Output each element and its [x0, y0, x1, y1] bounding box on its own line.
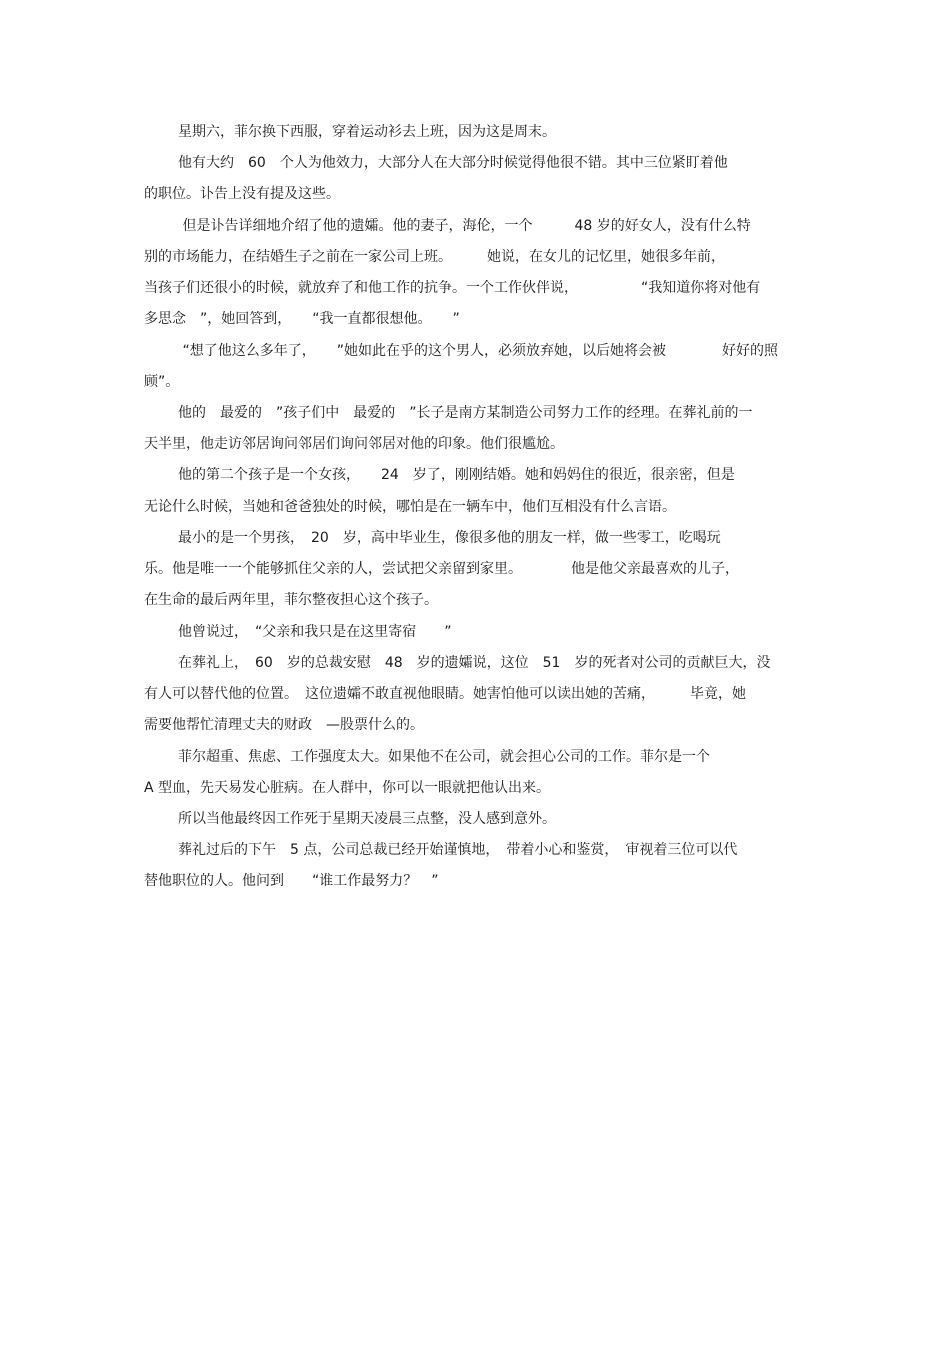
text-line: 多思念 ”，她回答到， “我一直都很想他。 ” [144, 311, 460, 327]
text-line: 葬礼过后的下午 5 点，公司总裁已经开始谨慎地， 带着小心和鉴赏， 审视着三位可以代 [178, 842, 738, 858]
text-line: 他的 最爱的 ”孩子们中 最爱的 ”长子是南方某制造公司努力工作的经理。在葬礼前的一 [178, 405, 753, 421]
text-line: 最小的是一个男孩， 20 岁，高中毕业生，像很多他的朋友一样，做一些零工，吃喝玩 [178, 530, 721, 546]
text-line: 顾”。 [144, 374, 180, 390]
text-line: 他曾说过， “父亲和我只是在这里寄宿 ” [178, 624, 452, 640]
text-line: 星期六，菲尔换下西服，穿着运动衫去上班，因为这是周末。 [178, 124, 556, 140]
text-line: 天半里，他走访邻居询问邻居们询问邻居对他的印象。他们很尴尬。 [144, 436, 564, 452]
text-line: A 型血，先天易发心脏病。在人群中，你可以一眼就把他认出来。 [144, 780, 551, 796]
text-line: 他有大约 60 个人为他效力，大部分人在大部分时候觉得他很不错。其中三位紧盯着他 [178, 155, 728, 171]
text-line: 有人可以替代他的位置。 这位遗孀不敢直视他眼睛。她害怕他可以读出她的苦痛， 毕竟，她 [144, 686, 746, 702]
text-line: 在葬礼上， 60 岁的总裁安慰 48 岁的遗孀说，这位 51 岁的死者对公司的贡献巨大，没 [178, 655, 771, 671]
text-line: 他的第二个孩子是一个女孩， 24 岁了，刚刚结婚。她和妈妈住的很近，很亲密，但是 [178, 467, 735, 483]
text-line: 当孩子们还很小的时候，就放弃了和他工作的抗争。一个工作伙伴说， “我知道你将对他有 [144, 280, 761, 296]
text-line: “想了他这么多年了， ”她如此在乎的这个男人，必须放弃她，以后她将会被 好好的照 [178, 343, 778, 359]
text-line: 菲尔超重、焦虑、工作强度太大。如果他不在公司，就会担心公司的工作。菲尔是一个 [178, 749, 710, 765]
text-line: 在生命的最后两年里，菲尔整夜担心这个孩子。 [144, 592, 438, 608]
text-line: 所以当他最终因工作死于星期天凌晨三点整，没人感到意外。 [178, 811, 556, 827]
text-line: 乐。他是唯一一个能够抓住父亲的人，尝试把父亲留到家里。 他是他父亲最喜欢的儿子， [144, 561, 739, 577]
text-line: 需要他帮忙清理丈夫的财政 —股票什么的。 [144, 717, 424, 733]
text-line: 别的市场能力，在结婚生子之前在一家公司上班。 她说，在女儿的记忆里，她很多年前， [144, 249, 725, 265]
text-line: 无论什么时候，当她和爸爸独处的时候，哪怕是在一辆车中，他们互相没有什么言语。 [144, 499, 676, 515]
text-line: 但是讣告详细地介绍了他的遗孀。他的妻子，海伦，一个 48 岁的好女人，没有什么特 [178, 218, 751, 234]
text-line: 替他职位的人。他问到 “谁工作最努力？ ” [144, 873, 439, 889]
text-line: 的职位。讣告上没有提及这些。 [144, 186, 340, 202]
